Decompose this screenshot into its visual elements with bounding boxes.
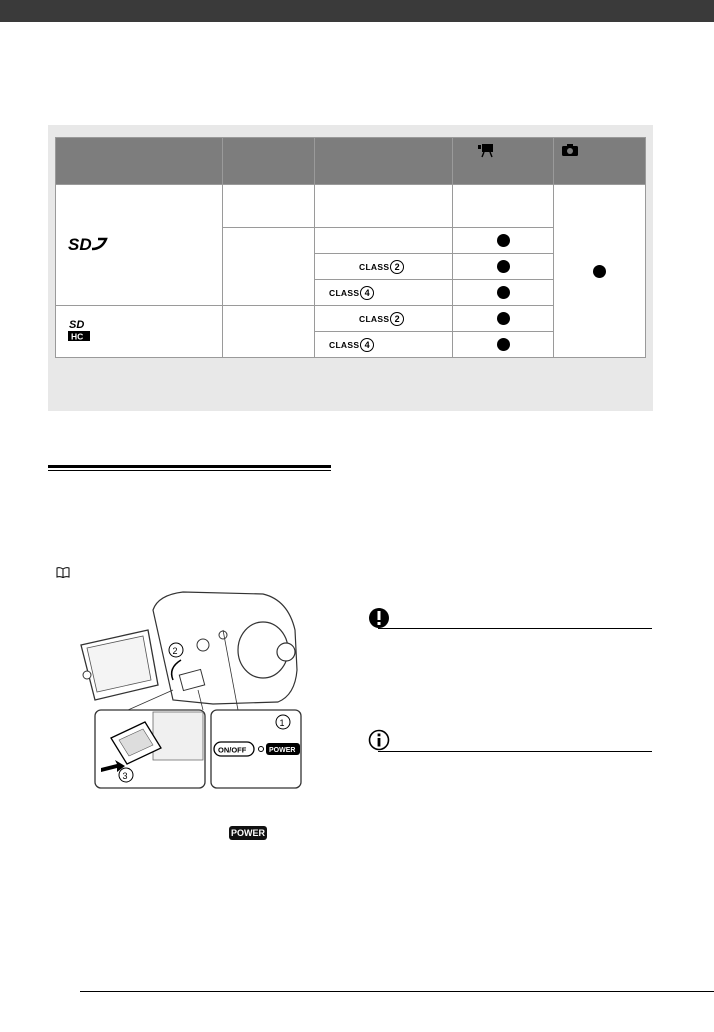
svg-text:HC: HC [71, 331, 84, 342]
svg-text:SD: SD [69, 319, 85, 331]
page-header-bar [0, 0, 714, 22]
svg-text:3: 3 [122, 771, 128, 781]
video-cell [453, 306, 554, 332]
video-cell [453, 280, 554, 306]
class2-badge: CLASS 2 [359, 312, 404, 326]
video-cell [453, 228, 554, 254]
speed-cell [315, 228, 453, 254]
header-card-type [56, 138, 223, 185]
class4-badge: CLASS 4 [329, 286, 374, 300]
supported-mark [497, 234, 510, 247]
memory-card-table [55, 137, 646, 358]
photo-support-cell [554, 185, 646, 358]
card-insertion-illustration [73, 590, 303, 790]
notes-rule [378, 751, 652, 752]
supported-mark [497, 312, 510, 325]
speed-cell [315, 280, 453, 306]
supported-mark [497, 286, 510, 299]
capacity-cell [223, 185, 315, 228]
capacity-cell [223, 306, 315, 358]
header-speed-class [315, 138, 453, 185]
sdhc-logo-cell [56, 306, 223, 358]
supported-mark [497, 338, 510, 351]
svg-text:1: 1 [279, 718, 285, 728]
section-divider-thin [48, 470, 331, 471]
book-reference-icon [56, 565, 70, 583]
header-photo [554, 138, 646, 185]
speed-cell [315, 332, 453, 358]
video-cell [453, 332, 554, 358]
sd-logo-cell [56, 185, 223, 306]
movie-camera-icon [478, 144, 494, 161]
important-rule [378, 628, 652, 629]
video-cell [453, 254, 554, 280]
supported-mark [497, 260, 510, 273]
svg-text:ON/OFF: ON/OFF [218, 745, 247, 755]
footer-rule [80, 991, 714, 992]
supported-mark [593, 265, 606, 278]
header-capacity [223, 138, 315, 185]
class2-badge: CLASS 2 [359, 260, 404, 274]
sd-logo [68, 236, 108, 252]
class4-badge: CLASS 4 [329, 338, 374, 352]
section-divider [48, 465, 331, 468]
speed-cell [315, 306, 453, 332]
capacity-cell [223, 228, 315, 306]
still-camera-icon [562, 144, 578, 159]
important-icon [368, 607, 390, 634]
speed-cell [315, 185, 453, 228]
sdhc-logo [68, 317, 94, 343]
table-row [56, 185, 646, 228]
svg-text:2: 2 [172, 646, 178, 656]
svg-text:SD: SD [68, 235, 92, 252]
speed-cell [315, 254, 453, 280]
table-header-row [56, 138, 646, 185]
video-cell [453, 185, 554, 228]
svg-text:POWER: POWER [269, 747, 296, 754]
header-video [453, 138, 554, 185]
power-indicator-badge: POWER [230, 828, 265, 838]
